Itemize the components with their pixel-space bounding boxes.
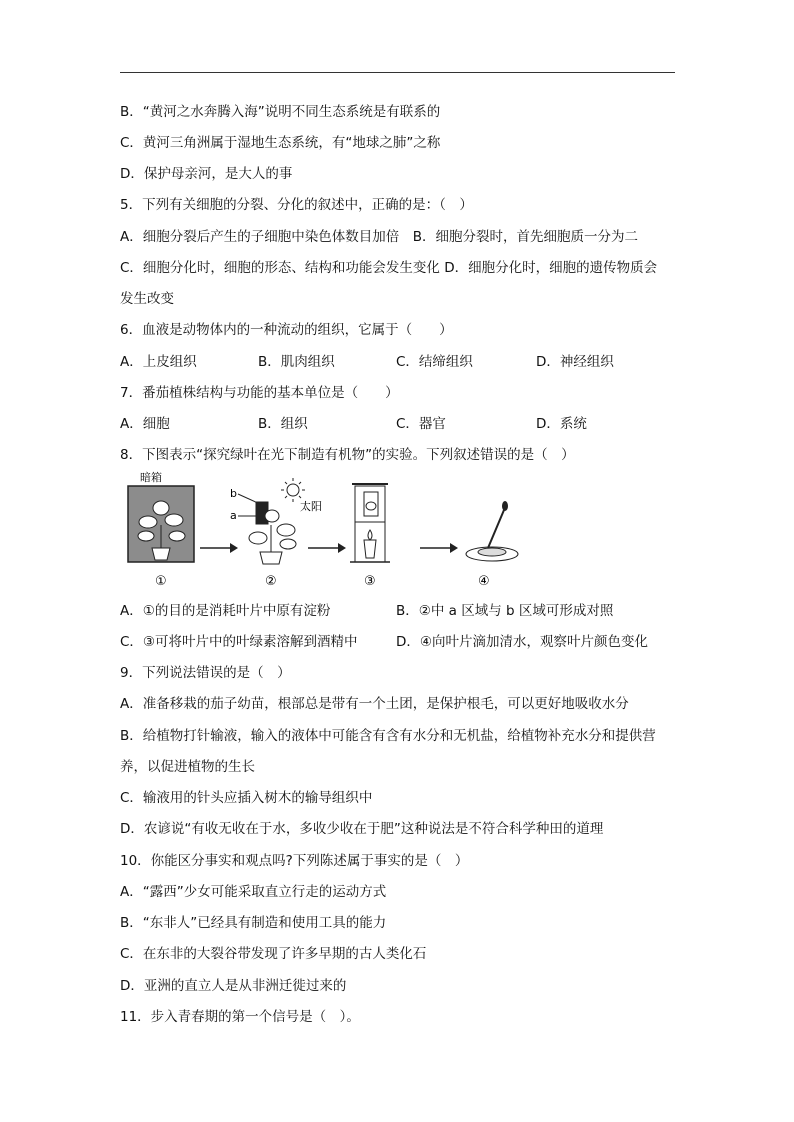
arrow-right-icon xyxy=(420,543,458,553)
q7-option-c: C．器官 xyxy=(396,416,446,432)
q5-options-cd-cont: 发生改变 xyxy=(120,291,174,307)
q5-stem: 5．下列有关细胞的分裂、分化的叙述中，正确的是：（ ） xyxy=(120,197,473,213)
q6-stem: 6．血液是动物体内的一种流动的组织，它属于（ ） xyxy=(120,322,453,338)
dropper-and-dish-icon xyxy=(466,501,518,561)
step-3-label: ③ xyxy=(364,574,376,589)
q10-option-d: D．亚洲的直立人是从非洲迁徙过来的 xyxy=(120,978,347,994)
q6-option-b: B．肌肉组织 xyxy=(258,354,335,370)
q8-option-a: A．①的目的是消耗叶片中原有淀粉 xyxy=(120,603,331,619)
sun-icon xyxy=(281,478,305,502)
label-a: a xyxy=(230,509,237,522)
q7-option-b: B．组织 xyxy=(258,416,308,432)
q6-option-d: D．神经组织 xyxy=(536,354,614,370)
q9-stem: 9．下列说法错误的是（ ） xyxy=(120,665,291,681)
q5-options-cd: C．细胞分化时，细胞的形态、结构和功能会发生变化 D．细胞分化时，细胞的遗传物质会 xyxy=(120,260,658,276)
q4-option-c: C．黄河三角洲属于湿地生态系统，有“地球之肺”之称 xyxy=(120,135,441,151)
q9-option-a: A．准备移栽的茄子幼苗，根部总是带有一个土团，是保护根毛，可以更好地吸收水分 xyxy=(120,696,629,712)
q7-option-a: A．细胞 xyxy=(120,416,170,432)
water-bath-heating-icon xyxy=(350,484,390,562)
sun-label: 太阳 xyxy=(300,500,322,513)
experiment-figure xyxy=(120,470,540,590)
q8-stem: 8．下图表示“探究绿叶在光下制造有机物”的实验。下列叙述错误的是（ ） xyxy=(120,447,575,463)
q8-option-c: C．③可将叶片中的叶绿素溶解到酒精中 xyxy=(120,634,358,650)
header-rule xyxy=(120,72,675,73)
q5-options-ab: A．细胞分裂后产生的子细胞中染色体数目加倍 B．细胞分裂时，首先细胞质一分为二 xyxy=(120,229,638,245)
q11-stem: 11．步入青春期的第一个信号是（ ）。 xyxy=(120,1009,360,1025)
q4-option-d: D．保护母亲河，是大人的事 xyxy=(120,166,293,182)
q10-option-a: A．“露西”少女可能采取直立行走的运动方式 xyxy=(120,884,387,900)
q10-option-b: B．“东非人”已经具有制造和使用工具的能力 xyxy=(120,915,387,931)
step-4-label: ④ xyxy=(478,574,490,589)
q9-option-b: B．给植物打针输液，输入的液体中可能含有含有水分和无机盐，给植物补充水分和提供营 xyxy=(120,728,656,744)
q7-option-d: D．系统 xyxy=(536,416,587,432)
q9-option-d: D．农谚说“有收无收在于水，多收少收在于肥”这种说法是不符合科学种田的道理 xyxy=(120,821,604,837)
q8-option-b: B．②中 a 区域与 b 区域可形成对照 xyxy=(396,603,614,619)
step-2-label: ② xyxy=(265,574,277,589)
q10-option-c: C．在东非的大裂谷带发现了许多早期的古人类化石 xyxy=(120,946,427,962)
label-b: b xyxy=(230,487,237,500)
q6-option-c: C．结缔组织 xyxy=(396,354,473,370)
arrow-right-icon xyxy=(308,543,346,553)
q4-option-b: B．“黄河之水奔腾入海”说明不同生态系统是有联系的 xyxy=(120,104,441,120)
step-1-label: ① xyxy=(155,574,167,589)
arrow-right-icon xyxy=(200,543,238,553)
dark-box-label: 暗箱 xyxy=(140,471,162,484)
q6-option-a: A．上皮组织 xyxy=(120,354,197,370)
q8-option-d: D．④向叶片滴加清水，观察叶片颜色变化 xyxy=(396,634,648,650)
q7-stem: 7．番茄植株结构与功能的基本单位是（ ） xyxy=(120,385,399,401)
plant-in-sunlight-icon xyxy=(249,502,296,564)
q9-option-b-cont: 养，以促进植物的生长 xyxy=(120,759,255,775)
q10-stem: 10．你能区分事实和观点吗?下列陈述属于事实的是（ ） xyxy=(120,853,469,869)
q9-option-c: C．输液用的针头应插入树木的输导组织中 xyxy=(120,790,373,806)
